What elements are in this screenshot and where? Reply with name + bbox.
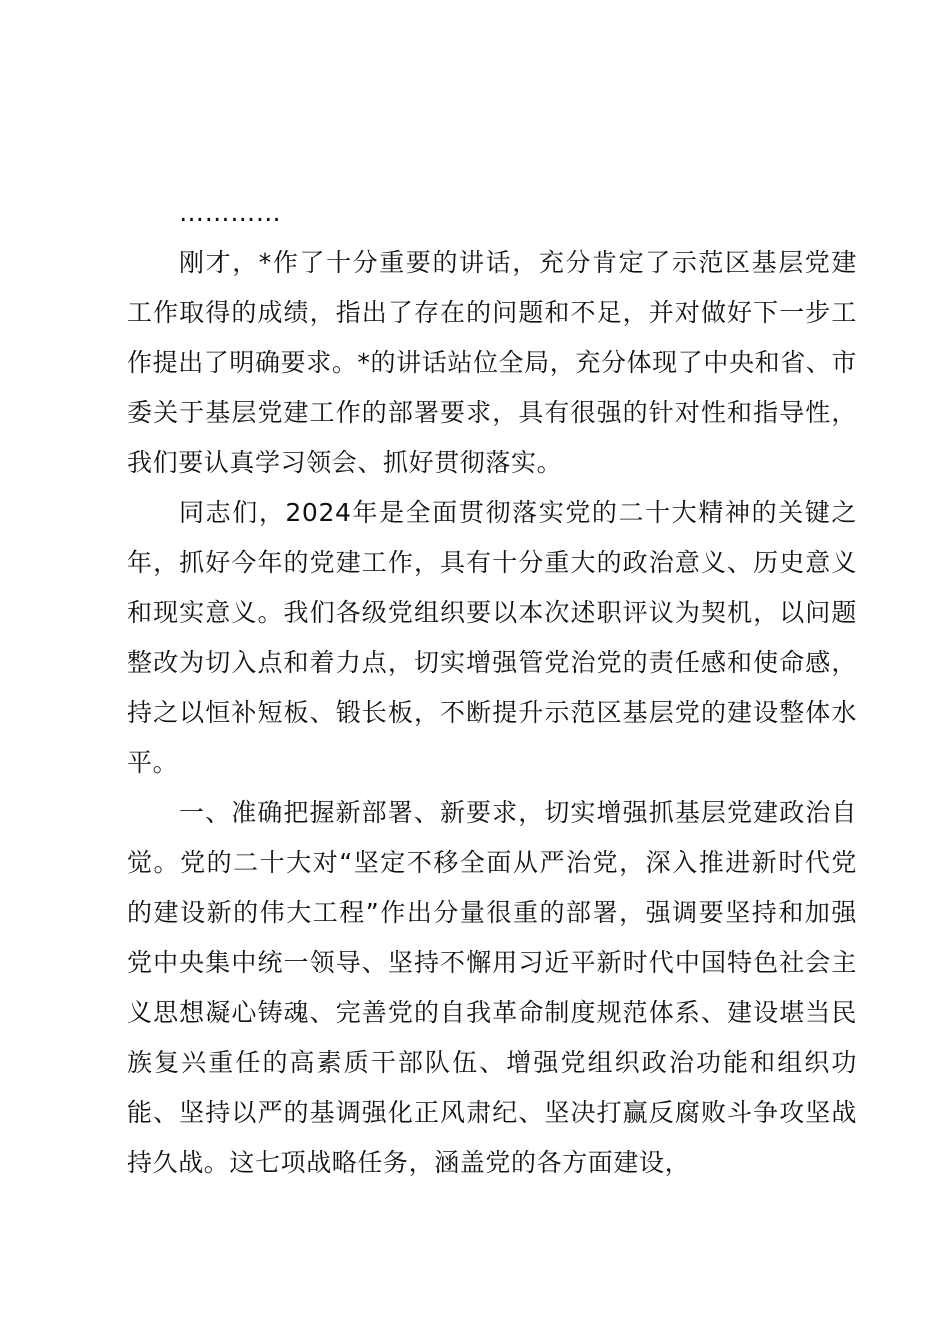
document-body [127,188,857,1188]
paragraph-speech-summary: 刚才，*作了十分重要的讲话，充分肯定了示范区基层党建工作取得的成绩，指出了存在的问题和不足，并对做好下一步工作提出了明确要求。*的讲话站位全局，充分体现了中央和省、市委关于基层党建工作的部署要求，具有很强的针对性和指导性，我们要认真学习领会、抓好贯彻落实。 [127,248,857,477]
paragraph-comrades: 同志们，2024年是全面贯彻落实党的二十大精神的关键之年，抓好今年的党建工作，具有十分重大的政治意义、历史意义和现实意义。我们各级党组织要以本次述职评议为契机，以问题整改为切入点和着力点，切实增强管党治党的责任感和使命感，持之以恒补短板、锻长板，不断提升示范区基层党的建设整体水平。 [127,498,857,777]
paragraph-ellipsis: ………… [179,198,282,227]
paragraph-section-one: 一、准确把握新部署、新要求，切实增强抓基层党建政治自觉。党的二十大对“坚定不移全面从严治党，深入推进新时代党的建设新的伟大工程”作出分量很重的部署，强调要坚持和加强党中央集中统一领导、坚持不懈用习近平新时代中国特色社会主义思想凝心铸魂、完善党的自我革命制度规范体系、建设堪当民族复兴重任的高素质干部队伍、增强党组织政治功能和组织功能、坚持以严的基调强化正风肃纪、坚决打赢反腐败斗争攻坚战持久战。这七项战略任务，涵盖党的各方面建设， [127,798,857,1177]
